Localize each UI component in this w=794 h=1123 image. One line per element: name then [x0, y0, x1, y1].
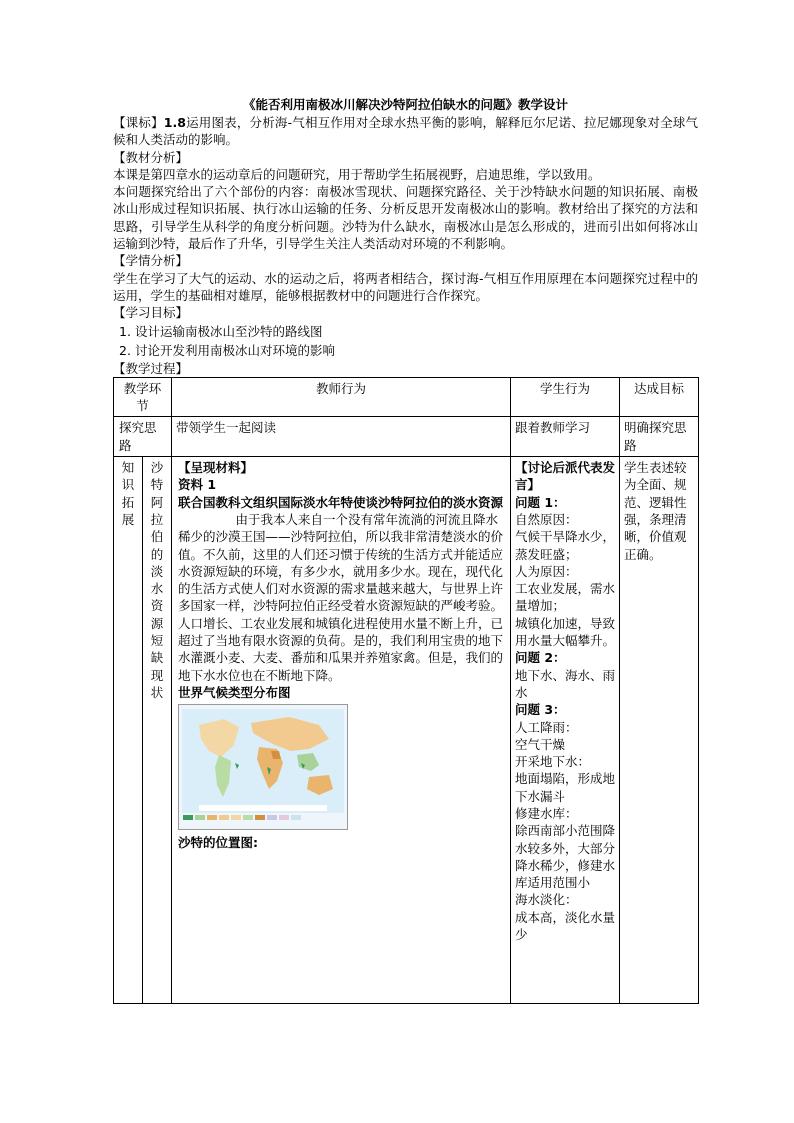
learner-analysis-heading: 【学情分析】	[113, 253, 189, 269]
stage-cell	[114, 457, 172, 1004]
learning-goal-item: 1. 设计运输南极冰山至沙特的路线图	[119, 323, 323, 339]
answer-line: 除西南部小范围降水较多外，大部分降水稀少，修建水库适用范围小	[515, 823, 616, 891]
goal-cell: 明确探究思路	[620, 417, 699, 457]
answer-line: 地下水、海水、雨水	[515, 667, 616, 700]
answer-line: 人为原因：	[515, 563, 578, 579]
textbook-analysis-p2: 本问题探究给出了六个部份的内容：南极冰雪现状、问题探究路径、关于沙特缺水问题的知识拓展、南极冰山形成过程知识拓展、执行冰山运输的任务、分析反思开发南极冰山的影响。教材给出了探究的方法和思路，引导学生从科学的角度分析问题。沙特为什么缺水，南极冰山是怎么形成的，进而引出如何将冰山运输到沙特，最后作了升华，引导学生关注人类活动对环境的不利影响。	[113, 184, 698, 252]
answer-line: 自然原因：	[515, 511, 578, 527]
table-row	[114, 457, 699, 1004]
material-paragraph-2: 人口增长、工农业发展和城镇化进程使用水量不断上升，已超过了当地有限水资源的负荷。是的，我们利用宝贵的地下水灌溉小麦、大麦、番茄和瓜果并养殖家禽。但是，我们的地下水水位也在不断地下降。	[178, 615, 504, 683]
document-title: 《能否利用南极冰川解决沙特阿拉伯缺水的问题》教学设计	[242, 97, 568, 112]
document	[113, 97, 698, 1004]
answer-line: 城镇化加速，导致用水量大幅攀升。	[515, 615, 616, 649]
header-goal: 达成目标	[620, 377, 699, 417]
question-2-label: 问题 2：	[515, 650, 566, 666]
answer-line: 空气干燥	[515, 736, 566, 752]
learner-analysis-text: 学生在学习了大气的运动、水的运动之后，将两者相结合，探讨海-气相互作用原理在本问题探究过程中的运用，学生的基础相对雄厚，能够根据教材中的问题进行合作探究。	[113, 270, 698, 303]
curriculum-text: 运用图表，分析海-气相互作用对全球水热平衡的影响，解释厄尔尼诺、拉尼娜现象对全球气候和人类活动的影响。	[113, 115, 698, 148]
curriculum-standard	[113, 114, 698, 149]
answer-line: 开采地下水：	[515, 754, 591, 770]
student-cell	[511, 457, 620, 1004]
answer-line: 人工降雨：	[515, 719, 578, 735]
textbook-analysis-p1: 本课是第四章水的运动章后的问题研究，用于帮助学生拓展视野，启迪思维，学以致用。	[113, 166, 601, 182]
answer-line: 地面塌陷，形成地下水漏斗	[515, 771, 616, 804]
curriculum-number: 1.8	[163, 115, 186, 130]
map-label: 世界气候类型分布图	[178, 684, 291, 700]
material-label: 资料 1	[178, 477, 217, 493]
stage-vertical-a: 知识拓展	[114, 457, 143, 1003]
header-student: 学生行为	[511, 377, 620, 417]
header-stage: 教学环节	[114, 377, 172, 417]
material-paragraph-1: 由于我本人来自一个没有常年流淌的河流且降水稀少的沙漠王国——沙特阿拉伯，所以我非常清楚淡水的价值。不久前，这里的人们还习惯于传统的生活方式并能适应水资源短缺的环境，有多少水，就用多少水。现在，现代化的生活方式使人们对水资源的需求量越来越大，与世界上许多国家一样，沙特阿拉伯正经受着水资源短缺的严峻考验。	[178, 511, 504, 614]
world-climate-map-image	[178, 704, 348, 830]
learning-goal-item: 2. 讨论开发利用南极冰山对环境的影响	[119, 342, 336, 358]
teacher-cell	[172, 457, 511, 1004]
teaching-process-table	[113, 377, 699, 1004]
goal-cell: 学生表述较为全面、规范、逻辑性强，条理清晰，价值观正确。	[620, 457, 699, 1004]
learning-goals-heading: 【学习目标】	[113, 305, 189, 321]
textbook-analysis-heading: 【教材分析】	[113, 149, 189, 165]
question-3-label: 问题 3：	[515, 702, 566, 718]
answer-line: 工农业发展，需水量增加；	[515, 581, 616, 614]
question-1-label: 问题 1：	[515, 494, 566, 510]
answer-line: 海水淡化：	[515, 892, 578, 908]
material-heading: 【呈现材料】	[178, 460, 254, 476]
student-cell: 跟着教师学习	[511, 417, 620, 457]
header-teacher: 教师行为	[172, 377, 511, 417]
teacher-cell: 带领学生一起阅读	[172, 417, 511, 457]
table-row	[114, 417, 699, 457]
answer-line: 成本高，淡化水量少	[515, 909, 616, 943]
table-header-row	[114, 377, 699, 417]
answer-line: 修建水库：	[515, 805, 578, 821]
student-discussion-heading: 【讨论后派代表发言】	[515, 460, 616, 493]
material-title: 联合国教科文组织国际淡水年特使谈沙特阿拉伯的淡水资源	[178, 494, 504, 510]
answer-line: 气候干旱降水少，蒸发旺盛；	[515, 529, 616, 562]
world-map-graphic	[179, 705, 347, 829]
teaching-process-heading: 【教学过程】	[113, 360, 189, 376]
location-map-label: 沙特的位置图:	[178, 835, 258, 851]
curriculum-label: 【课标】	[113, 115, 164, 130]
stage-vertical-b: 沙特阿拉伯的淡水资源短缺现状	[150, 460, 164, 700]
stage-cell: 探究思路	[114, 417, 172, 457]
